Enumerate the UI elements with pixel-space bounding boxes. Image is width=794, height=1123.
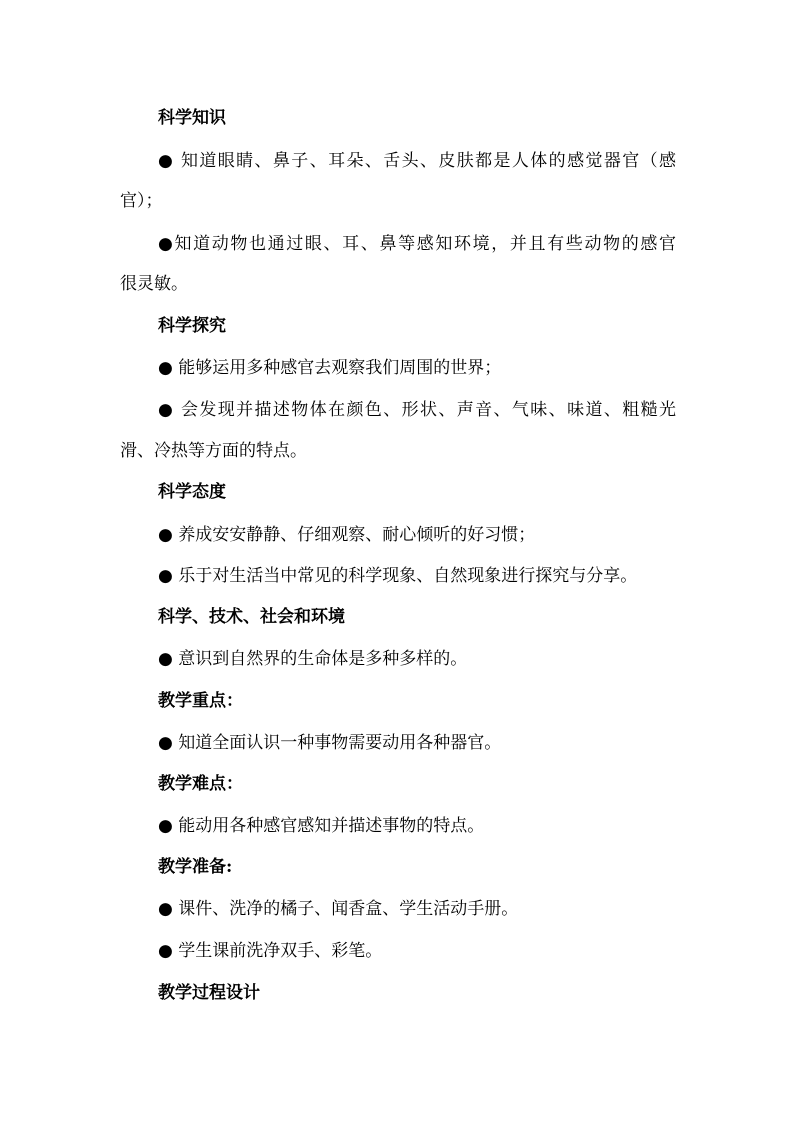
heading-teaching-difficulty: 教学难点： <box>158 774 243 794</box>
heading-science-knowledge: 科学知识 <box>158 108 226 128</box>
bullet-knowledge-2-line-1: ●知道动物也通过眼、耳、鼻等感知环境，并且有些动物的感官 <box>158 234 676 254</box>
heading-teaching-preparation: 教学准备: <box>158 857 233 877</box>
bullet-knowledge-1-line-1: ● 知道眼睛、鼻子、耳朵、舌头、皮肤都是人体的感觉器官（感 <box>158 151 676 171</box>
bullet-inquiry-2-line-2: 滑、冷热等方面的特点。 <box>120 441 307 461</box>
heading-teaching-process: 教学过程设计 <box>158 983 260 1003</box>
bullet-inquiry-1: ● 能够运用多种感官去观察我们周围的世界； <box>158 358 502 378</box>
heading-science-attitude: 科学态度 <box>158 482 226 502</box>
heading-stse: 科学、技术、社会和环境 <box>158 607 345 627</box>
bullet-preparation-2: ● 学生课前洗净双手、彩笔。 <box>158 941 383 961</box>
bullet-attitude-2: ● 乐于对生活当中常见的科学现象、自然现象进行探究与分享。 <box>158 566 638 586</box>
bullet-teaching-focus: ● 知道全面认识一种事物需要动用各种器官。 <box>158 733 502 753</box>
heading-teaching-focus: 教学重点： <box>158 691 243 711</box>
bullet-stse-1: ● 意识到自然界的生命体是多种多样的。 <box>158 649 468 669</box>
bullet-attitude-1: ● 养成安安静静、仔细观察、耐心倾听的好习惯； <box>158 525 536 545</box>
heading-science-inquiry: 科学探究 <box>158 316 226 336</box>
bullet-knowledge-1-line-2: 官）； <box>120 191 163 211</box>
bullet-inquiry-2-line-1: ● 会发现并描述物体在颜色、形状、声音、气味、味道、粗糙光 <box>158 400 676 420</box>
bullet-preparation-1: ● 课件、洗净的橘子、闻香盒、学生活动手册。 <box>158 899 519 919</box>
bullet-knowledge-2-line-2: 很灵敏。 <box>120 274 188 294</box>
bullet-teaching-difficulty: ● 能动用各种感官感知并描述事物的特点。 <box>158 816 485 836</box>
